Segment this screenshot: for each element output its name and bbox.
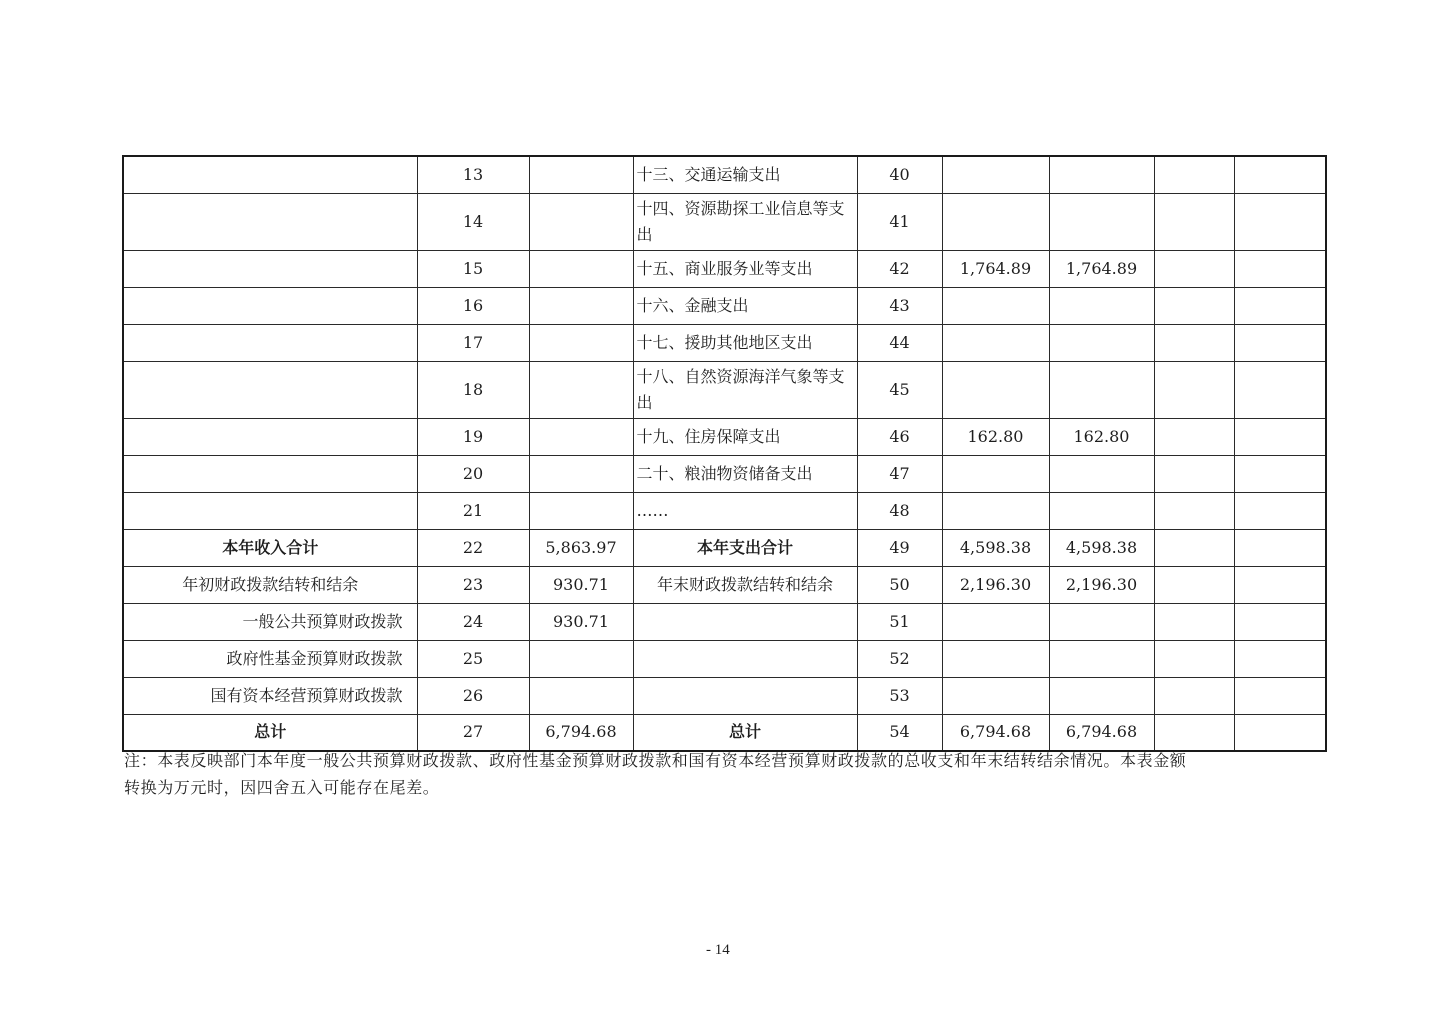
- income-amount-cell: [529, 418, 633, 455]
- expense-total-cell: [942, 287, 1049, 324]
- expense-state-capital-cell: [1234, 324, 1326, 361]
- expense-general-budget-cell: [1049, 455, 1154, 492]
- expense-general-budget-cell: [1049, 492, 1154, 529]
- income-amount-cell: [529, 250, 633, 287]
- budget-table: [122, 155, 1327, 752]
- expense-gov-fund-cell: [1154, 287, 1234, 324]
- expense-line-number-cell: 49: [857, 529, 942, 566]
- income-item-cell: [123, 156, 417, 193]
- expense-total-cell: [942, 677, 1049, 714]
- expense-gov-fund-cell: [1154, 640, 1234, 677]
- table-row: [123, 529, 1326, 566]
- income-amount-cell: [529, 324, 633, 361]
- expense-line-number-cell: 44: [857, 324, 942, 361]
- income-line-number-cell: 19: [417, 418, 529, 455]
- income-line-number-cell: 21: [417, 492, 529, 529]
- expense-line-number-cell: 41: [857, 193, 942, 250]
- expense-item-cell: 二十、粮油物资储备支出: [633, 455, 857, 492]
- income-line-number-cell: 26: [417, 677, 529, 714]
- income-item-cell: 一般公共预算财政拨款: [123, 603, 417, 640]
- income-item-cell: [123, 492, 417, 529]
- income-line-number-cell: 27: [417, 714, 529, 751]
- income-item-cell: [123, 287, 417, 324]
- expense-total-cell: 1,764.89: [942, 250, 1049, 287]
- table-row: [123, 640, 1326, 677]
- expense-item-cell: [633, 603, 857, 640]
- expense-general-budget-cell: 1,764.89: [1049, 250, 1154, 287]
- table-row: [123, 455, 1326, 492]
- expense-general-budget-cell: 4,598.38: [1049, 529, 1154, 566]
- income-amount-cell: 6,794.68: [529, 714, 633, 751]
- expense-line-number-cell: 40: [857, 156, 942, 193]
- expense-total-cell: [942, 361, 1049, 418]
- expense-total-cell: 2,196.30: [942, 566, 1049, 603]
- income-item-cell: 国有资本经营预算财政拨款: [123, 677, 417, 714]
- expense-gov-fund-cell: [1154, 324, 1234, 361]
- expense-general-budget-cell: 2,196.30: [1049, 566, 1154, 603]
- expense-general-budget-cell: [1049, 287, 1154, 324]
- expense-state-capital-cell: [1234, 287, 1326, 324]
- footnote-line: 转换为万元时，因四舍五入可能存在尾差。: [124, 778, 440, 797]
- page-number: - 14: [706, 942, 730, 958]
- income-item-cell: [123, 324, 417, 361]
- income-line-number-cell: 18: [417, 361, 529, 418]
- expense-line-number-cell: 53: [857, 677, 942, 714]
- expense-general-budget-cell: [1049, 677, 1154, 714]
- expense-general-budget-cell: [1049, 193, 1154, 250]
- expense-general-budget-cell: [1049, 361, 1154, 418]
- income-line-number-cell: 17: [417, 324, 529, 361]
- table-row: [123, 603, 1326, 640]
- expense-line-number-cell: 48: [857, 492, 942, 529]
- expense-item-cell: 十四、资源勘探工业信息等支出: [633, 193, 857, 250]
- expense-item-cell: [633, 677, 857, 714]
- table-row: [123, 250, 1326, 287]
- expense-line-number-cell: 51: [857, 603, 942, 640]
- expense-item-cell: 十三、交通运输支出: [633, 156, 857, 193]
- income-item-cell: 总计: [123, 714, 417, 751]
- expense-item-cell: 本年支出合计: [633, 529, 857, 566]
- expense-state-capital-cell: [1234, 529, 1326, 566]
- income-amount-cell: [529, 156, 633, 193]
- expense-gov-fund-cell: [1154, 714, 1234, 751]
- expense-state-capital-cell: [1234, 418, 1326, 455]
- income-amount-cell: 930.71: [529, 603, 633, 640]
- expense-total-cell: [942, 156, 1049, 193]
- table-row: [123, 193, 1326, 250]
- expense-item-cell: 年末财政拨款结转和结余: [633, 566, 857, 603]
- expense-item-cell: 十七、援助其他地区支出: [633, 324, 857, 361]
- income-item-cell: 本年收入合计: [123, 529, 417, 566]
- expense-line-number-cell: 45: [857, 361, 942, 418]
- expense-general-budget-cell: [1049, 603, 1154, 640]
- expense-total-cell: 162.80: [942, 418, 1049, 455]
- expense-general-budget-cell: [1049, 156, 1154, 193]
- expense-general-budget-cell: 6,794.68: [1049, 714, 1154, 751]
- table-row: [123, 156, 1326, 193]
- income-amount-cell: [529, 455, 633, 492]
- expense-state-capital-cell: [1234, 250, 1326, 287]
- expense-gov-fund-cell: [1154, 455, 1234, 492]
- expense-total-cell: [942, 603, 1049, 640]
- income-item-cell: [123, 193, 417, 250]
- expense-total-cell: [942, 455, 1049, 492]
- expense-total-cell: [942, 640, 1049, 677]
- expense-item-cell: 十六、金融支出: [633, 287, 857, 324]
- expense-state-capital-cell: [1234, 566, 1326, 603]
- table-row: [123, 714, 1326, 751]
- table-row: [123, 287, 1326, 324]
- expense-gov-fund-cell: [1154, 566, 1234, 603]
- income-line-number-cell: 14: [417, 193, 529, 250]
- income-line-number-cell: 22: [417, 529, 529, 566]
- income-item-cell: [123, 418, 417, 455]
- expense-state-capital-cell: [1234, 156, 1326, 193]
- budget-table-body: [123, 156, 1326, 751]
- expense-item-cell: 十九、住房保障支出: [633, 418, 857, 455]
- expense-gov-fund-cell: [1154, 529, 1234, 566]
- expense-general-budget-cell: [1049, 324, 1154, 361]
- expense-line-number-cell: 54: [857, 714, 942, 751]
- expense-line-number-cell: 43: [857, 287, 942, 324]
- income-line-number-cell: 25: [417, 640, 529, 677]
- expense-total-cell: [942, 324, 1049, 361]
- table-row: [123, 361, 1326, 418]
- expense-item-cell: 十五、商业服务业等支出: [633, 250, 857, 287]
- expense-general-budget-cell: 162.80: [1049, 418, 1154, 455]
- expense-gov-fund-cell: [1154, 418, 1234, 455]
- expense-state-capital-cell: [1234, 492, 1326, 529]
- expense-gov-fund-cell: [1154, 250, 1234, 287]
- expense-state-capital-cell: [1234, 193, 1326, 250]
- expense-state-capital-cell: [1234, 455, 1326, 492]
- income-line-number-cell: 23: [417, 566, 529, 603]
- income-item-cell: 年初财政拨款结转和结余: [123, 566, 417, 603]
- income-amount-cell: [529, 361, 633, 418]
- expense-gov-fund-cell: [1154, 193, 1234, 250]
- expense-item-cell: 总计: [633, 714, 857, 751]
- expense-line-number-cell: 52: [857, 640, 942, 677]
- expense-line-number-cell: 47: [857, 455, 942, 492]
- expense-state-capital-cell: [1234, 603, 1326, 640]
- income-line-number-cell: 15: [417, 250, 529, 287]
- expense-state-capital-cell: [1234, 361, 1326, 418]
- income-item-cell: [123, 455, 417, 492]
- expense-state-capital-cell: [1234, 714, 1326, 751]
- expense-item-cell: ……: [633, 492, 857, 529]
- expense-item-cell: [633, 640, 857, 677]
- income-amount-cell: [529, 677, 633, 714]
- expense-line-number-cell: 46: [857, 418, 942, 455]
- table-row: [123, 492, 1326, 529]
- income-item-cell: 政府性基金预算财政拨款: [123, 640, 417, 677]
- table-row: [123, 677, 1326, 714]
- income-item-cell: [123, 250, 417, 287]
- expense-state-capital-cell: [1234, 640, 1326, 677]
- expense-gov-fund-cell: [1154, 156, 1234, 193]
- income-amount-cell: [529, 640, 633, 677]
- income-amount-cell: [529, 492, 633, 529]
- footnote-line: 注：本表反映部门本年度一般公共预算财政拨款、政府性基金预算财政拨款和国有资本经营预算财政拨款的总收支和年末结转结余情况。本表金额: [124, 751, 1187, 770]
- income-amount-cell: 930.71: [529, 566, 633, 603]
- expense-total-cell: 6,794.68: [942, 714, 1049, 751]
- income-amount-cell: [529, 287, 633, 324]
- table-row: [123, 418, 1326, 455]
- income-amount-cell: [529, 193, 633, 250]
- expense-general-budget-cell: [1049, 640, 1154, 677]
- expense-gov-fund-cell: [1154, 603, 1234, 640]
- income-item-cell: [123, 361, 417, 418]
- income-line-number-cell: 13: [417, 156, 529, 193]
- table-footnote: [124, 747, 1244, 801]
- expense-item-cell: 十八、自然资源海洋气象等支出: [633, 361, 857, 418]
- income-amount-cell: 5,863.97: [529, 529, 633, 566]
- expense-gov-fund-cell: [1154, 492, 1234, 529]
- income-line-number-cell: 16: [417, 287, 529, 324]
- income-line-number-cell: 24: [417, 603, 529, 640]
- expense-state-capital-cell: [1234, 677, 1326, 714]
- expense-total-cell: [942, 492, 1049, 529]
- expense-line-number-cell: 50: [857, 566, 942, 603]
- expense-line-number-cell: 42: [857, 250, 942, 287]
- expense-total-cell: 4,598.38: [942, 529, 1049, 566]
- expense-gov-fund-cell: [1154, 677, 1234, 714]
- expense-total-cell: [942, 193, 1049, 250]
- table-row: [123, 324, 1326, 361]
- expense-gov-fund-cell: [1154, 361, 1234, 418]
- table-row: [123, 566, 1326, 603]
- income-line-number-cell: 20: [417, 455, 529, 492]
